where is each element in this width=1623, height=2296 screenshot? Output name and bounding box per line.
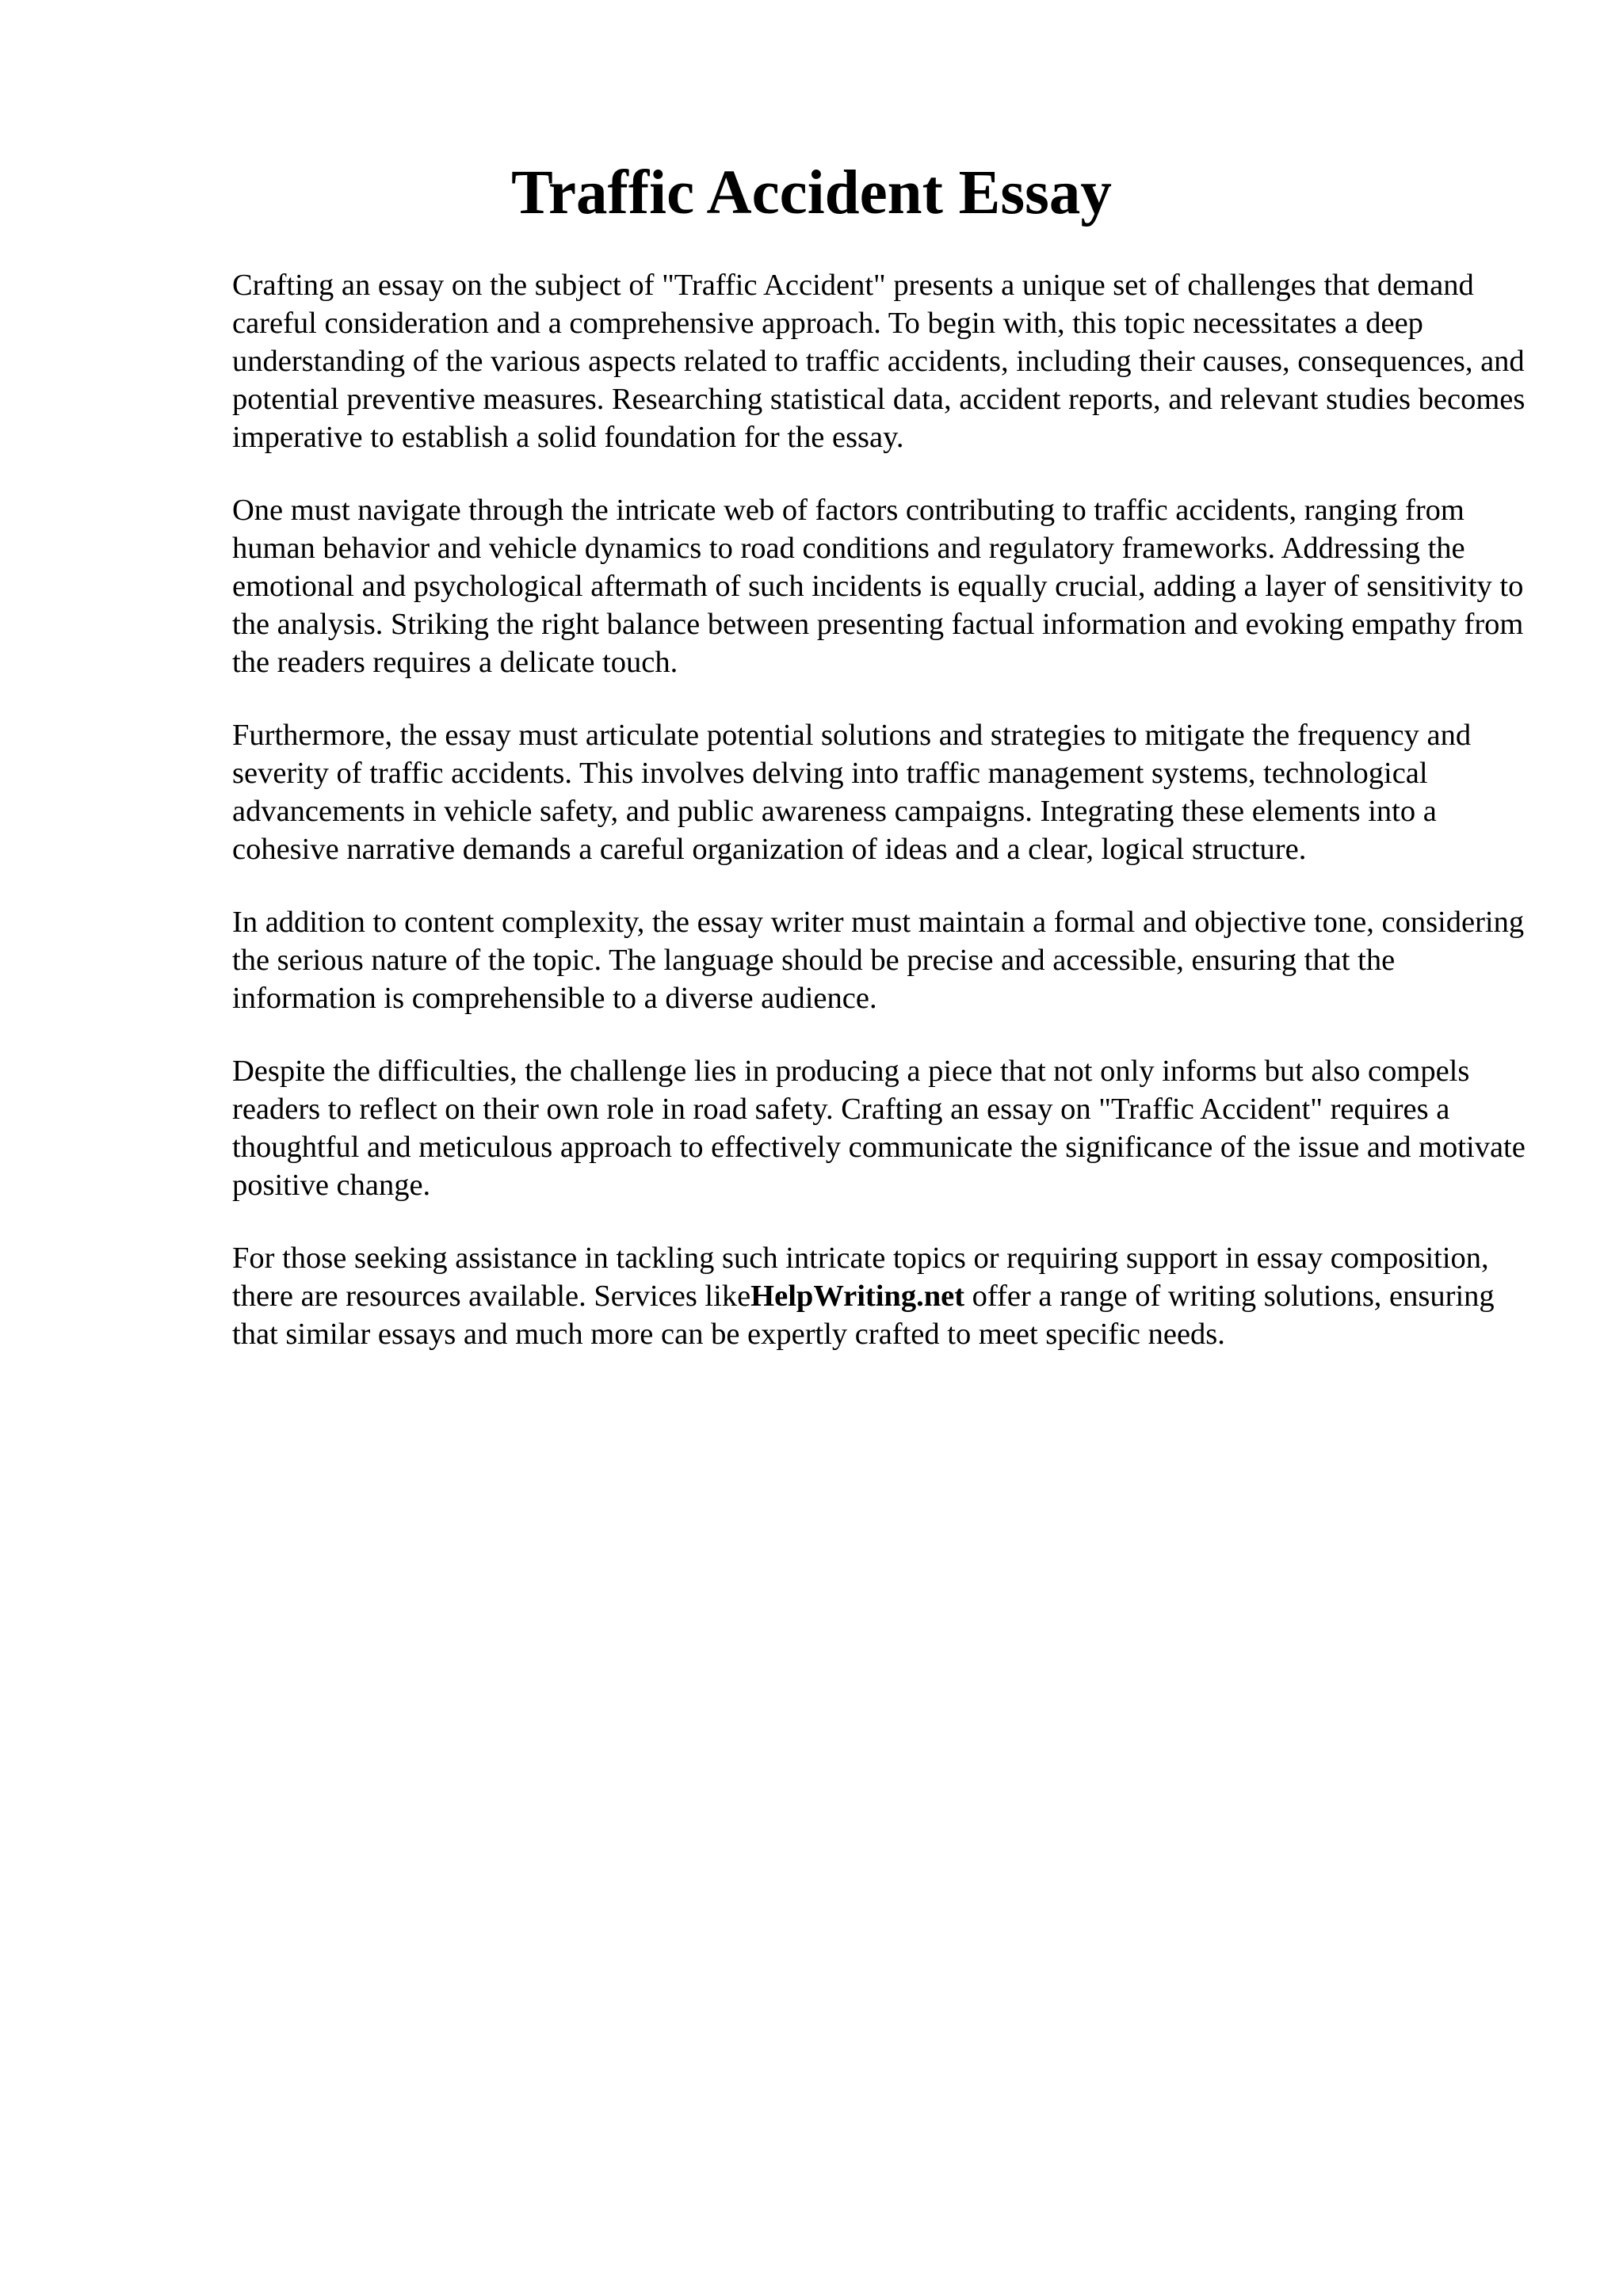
paragraph-4: In addition to content complexity, the essay writer must maintain a formal and objective tone, considering the serious nature of the topic. The language should be precise and accessible, ensuring that the information is comprehensible to a diverse audience. <box>232 906 1525 1015</box>
closing-text-before: For those seeking assistance in tackling such intricate topics or requiring support in essay composition, there are resources available. Services like <box>232 1241 1489 1313</box>
closing-text-after: offer a range of writing solutions, ensuring that similar essays and much more can be expertly crafted to meet specific needs. <box>232 1280 1495 1351</box>
document-title: Traffic Accident Essay <box>511 158 1112 227</box>
paragraph-2: One must navigate through the intricate web of factors contributing to traffic accidents, ranging from human behavior and vehicle dynamics to road conditions and regulatory frameworks. Addressing the emotional and psychological aftermath of such incidents is equally crucial, adding a layer of sensitivity to the analysis. Striking the right balance between presenting factual information and evoking empathy from the readers requires a delicate touch. <box>232 494 1524 679</box>
paragraph-5: Despite the difficulties, the challenge lies in producing a piece that not only informs but also compels readers to reflect on their own role in road safety. Crafting an essay on "Traffic Accident" requires a thoughtful and meticulous approach to effectively communicate the significance of the issue and motivate positive change. <box>232 1055 1526 1202</box>
paragraph-1: Crafting an essay on the subject of "Traffic Accident" presents a unique set of challenges that demand careful consideration and a comprehensive approach. To begin with, this topic necessitates a deep understanding of the various aspects related to traffic accidents, including their causes, consequences, and potential preventive measures. Researching statistical data, accident reports, and relevant studies becomes imperative to establish a solid foundation for the essay. <box>232 269 1526 454</box>
document-body <box>232 266 1526 1388</box>
paragraph-3: Furthermore, the essay must articulate potential solutions and strategies to mitigate the frequency and severity of traffic accidents. This involves delving into traffic management systems, technological advancements in vehicle safety, and public awareness campaigns. Integrating these elements into a cohesive narrative demands a careful organization of ideas and a clear, logical structure. <box>232 719 1472 866</box>
paragraph-closing <box>232 1239 1526 1353</box>
brand-name-link[interactable]: HelpWriting.net <box>750 1280 965 1313</box>
